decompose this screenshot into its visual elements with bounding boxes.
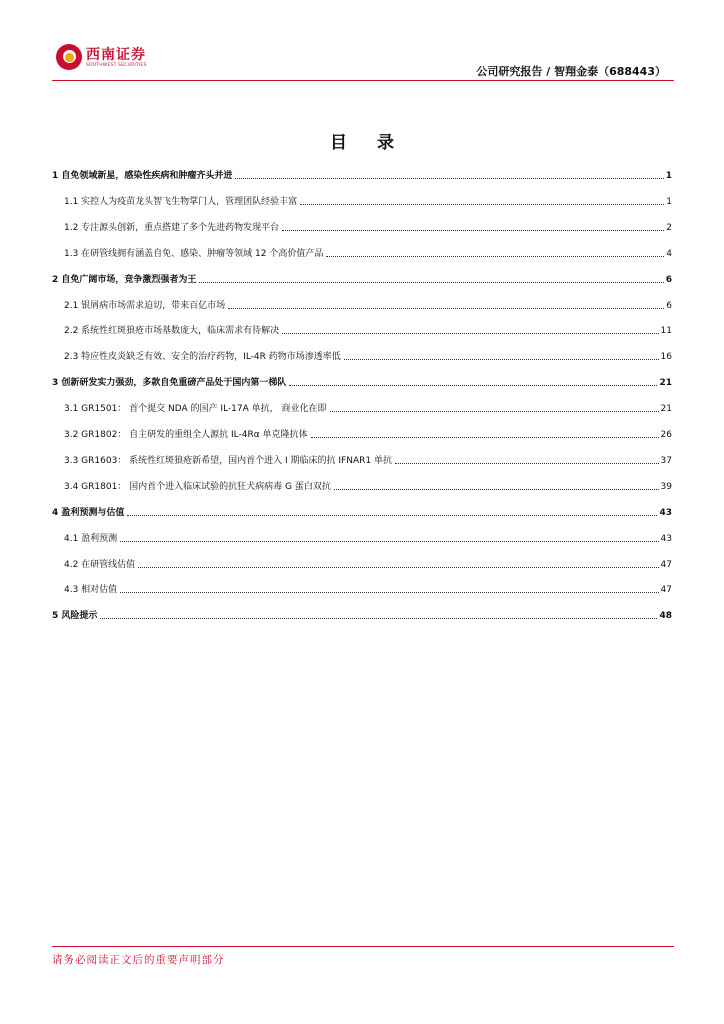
toc-dot-leader bbox=[282, 230, 664, 231]
toc-entry-label: 1.3 在研管线拥有涵盖自免、感染、肿瘤等领域 12 个高价值产品 bbox=[64, 248, 324, 259]
toc-entry-page-number: 48 bbox=[659, 611, 672, 622]
toc-section-entry[interactable] bbox=[64, 196, 672, 208]
toc-entry-page-number: 2 bbox=[666, 222, 672, 233]
logo-chinese-name: 西南证券 bbox=[86, 47, 146, 63]
toc-entry-page-number: 21 bbox=[660, 404, 672, 415]
toc-entry-label: 3.3 GR1603： 系统性红斑狼疮新希望，国内首个进入 I 期临床的抗 IFNAR1 单抗 bbox=[64, 455, 392, 466]
toc-dot-leader bbox=[334, 489, 659, 490]
toc-section-entry[interactable] bbox=[64, 455, 672, 467]
toc-chapter-entry[interactable] bbox=[52, 377, 672, 389]
toc-dot-leader bbox=[199, 282, 663, 283]
toc-dot-leader bbox=[326, 256, 664, 257]
toc-entry-label: 3.2 GR1802： 自主研发的重组全人源抗 IL-4Rα 单克隆抗体 bbox=[64, 430, 308, 440]
toc-entry-label: 2.1 银屑病市场需求迫切，带来百亿市场 bbox=[64, 300, 226, 311]
toc-dot-leader bbox=[235, 178, 663, 179]
toc-entry-page-number: 11 bbox=[660, 326, 672, 337]
toc-entry-page-number: 26 bbox=[660, 430, 672, 440]
toc-section-entry[interactable] bbox=[64, 481, 672, 493]
toc-entry-page-number: 16 bbox=[660, 352, 672, 363]
toc-chapter-entry[interactable] bbox=[52, 610, 672, 622]
toc-dot-leader bbox=[228, 308, 664, 309]
toc-entry-label: 4 盈利预测与估值 bbox=[52, 507, 125, 518]
toc-entry-label: 4.3 相对估值 bbox=[64, 585, 118, 596]
toc-entry-page-number: 21 bbox=[659, 378, 672, 389]
toc-entry-page-number: 37 bbox=[660, 455, 672, 466]
toc-dot-leader bbox=[282, 333, 658, 334]
logo-english-name: SOUTHWEST SECURITIES bbox=[86, 63, 147, 68]
toc-entry-label: 3.4 GR1801： 国内首个进入临床试验的抗狂犬病病毒 G 蛋白双抗 bbox=[64, 481, 331, 492]
toc-entry-label: 2 自免广阔市场，竞争激烈强者为王 bbox=[52, 274, 197, 285]
toc-chapter-entry[interactable] bbox=[52, 170, 672, 182]
report-header-title: 公司研究报告 / 智翔金泰（688443） bbox=[476, 65, 666, 78]
toc-title: 目 录 bbox=[330, 133, 406, 153]
toc-chapter-entry[interactable] bbox=[52, 507, 672, 519]
toc-entry-page-number: 39 bbox=[660, 481, 672, 492]
toc-dot-leader bbox=[300, 204, 664, 205]
toc-dot-leader bbox=[344, 359, 659, 360]
toc-entry-label: 4.1 盈利预测 bbox=[64, 533, 118, 544]
toc-dot-leader bbox=[127, 515, 657, 516]
toc-entry-label: 1 自免领域新星，感染性疾病和肿瘤齐头并进 bbox=[52, 171, 233, 181]
header-divider bbox=[52, 80, 674, 81]
toc-entry-page-number: 6 bbox=[666, 300, 672, 311]
toc-section-entry[interactable] bbox=[64, 533, 672, 545]
toc-dot-leader bbox=[100, 618, 657, 619]
toc-section-entry[interactable] bbox=[64, 559, 672, 571]
toc-dot-leader bbox=[311, 437, 659, 438]
toc-section-entry[interactable] bbox=[64, 351, 672, 363]
toc-entry-label: 5 风险提示 bbox=[52, 611, 98, 622]
toc-entry-page-number: 43 bbox=[659, 507, 672, 518]
toc-dot-leader bbox=[395, 463, 659, 464]
toc-entry-page-number: 47 bbox=[660, 585, 672, 596]
toc-entry-page-number: 4 bbox=[666, 248, 672, 259]
toc-dot-leader bbox=[330, 411, 659, 412]
toc-entry-label: 3 创新研发实力强劲，多款自免重磅产品处于国内第一梯队 bbox=[52, 378, 287, 389]
footer-divider bbox=[52, 946, 674, 947]
toc-entry-label: 1.1 实控人为疫苗龙头智飞生物掌门人，管理团队经验丰富 bbox=[64, 196, 298, 207]
toc-entry-label: 3.1 GR1501： 首个提交 NDA 的国产 IL-17A 单抗， 商业化在即 bbox=[64, 404, 327, 415]
southwest-securities-logo-icon bbox=[56, 44, 82, 70]
toc-entry-page-number: 1 bbox=[666, 196, 672, 207]
toc-section-entry[interactable] bbox=[64, 584, 672, 596]
toc-section-entry[interactable] bbox=[64, 222, 672, 234]
toc-entry-label: 1.2 专注源头创新，重点搭建了多个先进药物发现平台 bbox=[64, 222, 280, 233]
toc-entry-label: 4.2 在研管线估值 bbox=[64, 559, 136, 570]
toc-section-entry[interactable] bbox=[64, 248, 672, 260]
toc-section-entry[interactable] bbox=[64, 325, 672, 337]
toc-dot-leader bbox=[138, 567, 658, 568]
toc-entry-label: 2.2 系统性红斑狼疮市场基数庞大，临床需求有待解决 bbox=[64, 326, 280, 337]
toc-entry-page-number: 47 bbox=[660, 559, 672, 570]
company-logo bbox=[56, 44, 156, 74]
toc-section-entry[interactable] bbox=[64, 403, 672, 415]
toc-section-entry[interactable] bbox=[64, 300, 672, 312]
toc-chapter-entry[interactable] bbox=[52, 274, 672, 286]
toc-dot-leader bbox=[289, 385, 657, 386]
toc-entry-label: 2.3 特应性皮炎缺乏有效、安全的治疗药物，IL-4R 药物市场渗透率低 bbox=[64, 352, 341, 363]
footer-disclaimer: 请务必阅读正文后的重要声明部分 bbox=[52, 954, 225, 966]
toc-section-entry[interactable] bbox=[64, 429, 672, 441]
toc-entry-page-number: 6 bbox=[665, 274, 672, 285]
toc-entry-page-number: 1 bbox=[665, 171, 672, 181]
toc-dot-leader bbox=[120, 541, 658, 542]
toc-dot-leader bbox=[120, 592, 658, 593]
toc-entry-page-number: 43 bbox=[660, 533, 672, 544]
